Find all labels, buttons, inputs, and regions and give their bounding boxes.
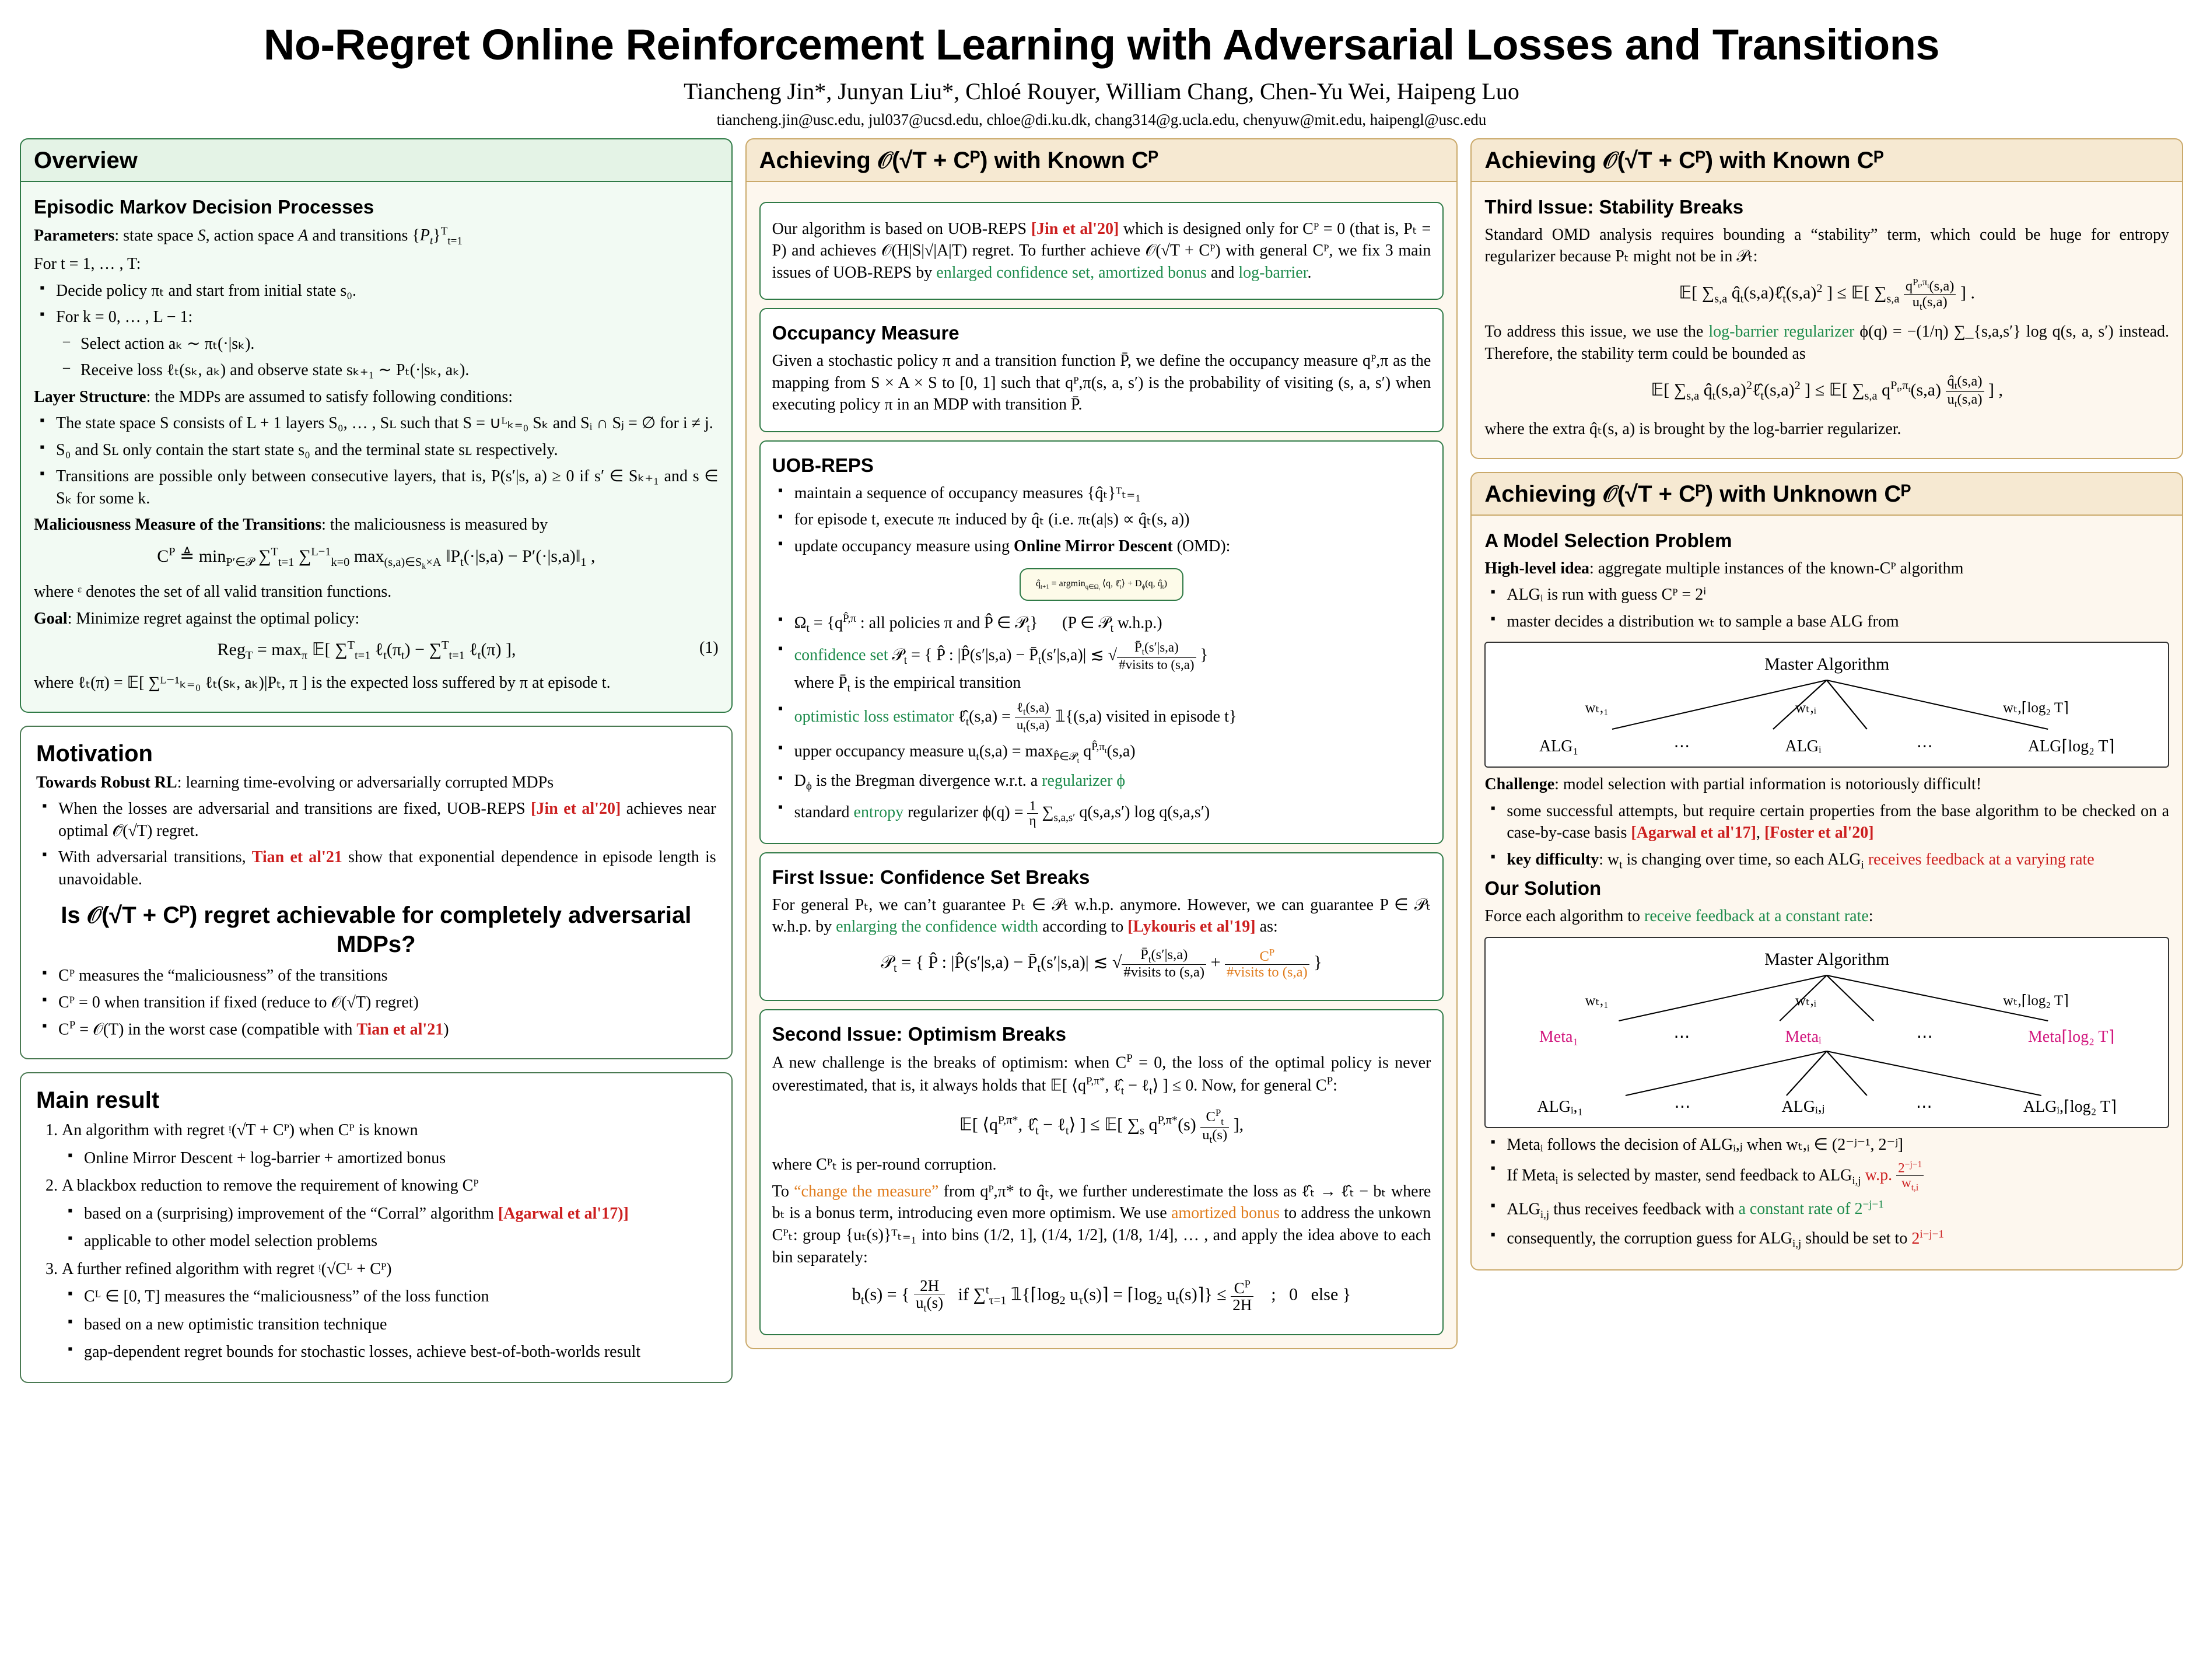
unknown-panel: [1470, 516, 2183, 1270]
ta-1: To address this issue, we use the: [1484, 323, 1709, 341]
list-item: 3. A further refined algorithm with regret ᵎ(√Cᴸ + Cᴾ): [62, 1258, 716, 1280]
ref-jin20: [Jin et al'20]: [1031, 219, 1119, 238]
third-equation-2: 𝔼[ $\sum_{s,a}$ $q̂_t(s,a)^2\ell̂_t(s,a)^2$ ] ≤ 𝔼[ $\sum_{s,a}$ $q^{P_t,\pi_t}(s,a)$ $\frac{q̂_t(s,a)}{u_t(s,a)}$ ] ,: [1651, 373, 2004, 410]
motivation-bullets: [36, 798, 716, 890]
motivation-lead-bold: Towards Robust RL: [36, 773, 177, 792]
list-item: ▪ for episode t, execute πₜ induced by q̂ₜ (i.e. πₜ(a|s) ∝ q̂ₜ(s, a)): [792, 509, 1431, 531]
main-result-sub2: [62, 1203, 716, 1252]
goal-line: [34, 608, 719, 630]
list-item: ▪ Decide policy πₜ and start from initial state s₀.: [54, 280, 719, 302]
fi-2: according to: [1038, 918, 1128, 936]
second-issue-where: where Cᴾₜ is per-round corruption.: [772, 1156, 997, 1174]
si-3: to address the unkown Cᴾₜ: group {uₜ(s)}ᵀₜ₌₁ into bins (1/2, 1], (1/4, 1/2], (1/8, 1/4], … , and apply the idea above to each bin separately:: [772, 1204, 1431, 1266]
emdp-for: For t = 1, … , T:: [34, 255, 141, 274]
known-panel: [745, 182, 1458, 1349]
where-p: where ᵋ denotes the set of all valid transition functions.: [34, 583, 392, 601]
motivation-lead-rest: : learning time-evolving or adversarially corrupted MDPs: [177, 773, 554, 792]
list-item: 2. A blackbox reduction to remove the requirement of knowing Cᴾ: [62, 1175, 716, 1197]
list-item: ▪ Cᴾ = 0 when transition if fixed (reduce to 𝒪(√T) regret): [56, 992, 716, 1014]
si-green2: amortized bonus: [1171, 1204, 1280, 1223]
ref-foster20: [Foster et al'20]: [1764, 824, 1874, 842]
solution-title: Our Solution: [1484, 877, 1602, 900]
list-item: ▪ If Meta$_i$ is selected by master, send feedback to $ALG_{i,j}$ w.p. $\frac{2^{-j-1}}{w_{t,i}}$: [1504, 1160, 2169, 1193]
ta-green: log-barrier regularizer: [1708, 323, 1855, 341]
list-item: ▪ update occupancy measure using Online Mirror Descent (OMD):: [792, 536, 1431, 558]
meta-node: Meta⌈log₂ T⌉: [2027, 1027, 2115, 1046]
ref-tian-2: Tian et al'21: [356, 1020, 444, 1039]
main-result-list: [36, 1119, 716, 1363]
ellipsis: ⋯: [1916, 737, 1933, 756]
tree2-title: Master Algorithm: [1764, 949, 1890, 969]
list-item: ▪ With adversarial transitions, Tian et al'21 show that exponential dependence in episode length is unavoidable.: [56, 846, 716, 890]
high-level-line: [1484, 558, 2169, 580]
challenge-line: [1484, 774, 2169, 796]
list-item: ▪ confidence set 𝒫$_t$ = { P̂ : |P̂(s′|s,a) − $P̄_t(s'|s,a)|$ ≲ √ $\frac{P̄_t(s'|s,a)}{\text{\#visits to (s,a)}}$ } where $P̄_t$ is the empirical transition: [792, 640, 1431, 696]
main-result-sub1: [62, 1147, 716, 1170]
column-right: [1470, 138, 2183, 1270]
first-issue-equation: 𝒫$_t$ = { P̂ : |P̂(s′|s,a) − $P̄_t(s'|s,a)|$ ≲ √ $\frac{P̄_t(s'|s,a)}{\text{\#visits to (s,a)}}$ + $\frac{C^P}{\text{\#visits to (s,a)}}$ }: [881, 946, 1322, 981]
first-issue-title: First Issue: Confidence Set Breaks: [772, 866, 1090, 888]
uobreps-bullets: [772, 482, 1431, 558]
known2-banner: Achieving 𝒪(√T + Cᴾ) with Known Cᴾ: [1470, 138, 2183, 182]
omd-equation: $q̂_{t+1} = argmin_{q\in\Omega_t}$ ⟨q, $\ell̂_t⟩ + D_\phi(q$, $q̂_t$): [1020, 568, 1183, 601]
poster-columns: [20, 138, 2183, 1383]
motivation-lead: [36, 772, 716, 794]
emdp-title: Episodic Markov Decision Processes: [34, 195, 374, 218]
model-selection-title: A Model Selection Problem: [1484, 529, 1732, 551]
alg-node: ALG⌈log₂ T⌉: [2027, 737, 2115, 756]
list-item: ▪ $ALG_{i,j}$ thus receives feedback with a constant rate of $2^{-j-1}$: [1504, 1198, 2169, 1222]
first-issue-box: [759, 852, 1444, 1001]
alg-node: ALGᵢ,ⱼ: [1781, 1097, 1825, 1116]
known2-panel: [1470, 182, 2183, 459]
weight-label: wₜ,⌈log₂ T⌉: [2003, 700, 2069, 716]
tree2-algs: [1491, 1097, 2162, 1116]
known-intro: [772, 218, 1431, 284]
master-algorithm-diagram-1: [1484, 642, 2169, 768]
tree1-title: Master Algorithm: [1764, 654, 1890, 674]
sol-lead: Force each algorithm to: [1484, 907, 1645, 926]
ref-tian: Tian et al'21: [251, 848, 342, 867]
meta-node: Metaᵢ: [1785, 1027, 1822, 1046]
weight-label: wₜ,₁: [1585, 700, 1609, 716]
list-item: ▪ S₀ and Sʟ only contain the start state s₀ and the terminal state sʟ respectively.: [54, 439, 719, 461]
layer-intro: : the MDPs are assumed to satisfy following conditions:: [146, 387, 513, 406]
ellipsis: ⋯: [1673, 737, 1690, 756]
fi-green: enlarging the confidence width: [836, 918, 1039, 936]
list-item: ▪ applicable to other model selection problems: [82, 1230, 716, 1252]
list-item: ▪ standard entropy regularizer ϕ(q) = $\frac{1}{\eta}$ $\sum_{s,a,s'}$ q(s,a,s′) log q(s,a,s′): [792, 799, 1431, 828]
uobreps-box: [759, 440, 1444, 844]
ref-agarwal17: [Agarwal et al'17]: [1631, 824, 1756, 842]
list-item: ▪ upper occupancy measure $u_t(s,a) = \max_{P̂\in 𝒫_t} q^{P̂,\pi_t}(s,a)$: [792, 740, 1431, 765]
fi-1: For general Pₜ, we can’t guarantee Pₜ ∈ 𝒫ₜ w.h.p. anymore. However, we can guarantee P ∈ 𝒫ₜ w.h.p. by: [772, 895, 1431, 936]
challenge-rest: : model selection with partial information is notoriously difficult!: [1554, 775, 1982, 794]
equation-cp: $C^P$ ≜ $\min_{P'\in 𝒫} \sum^T_{t=1}$ ∑$^{L-1}_{k=0}$ $\max_{(s,a)\in S_k\times A}$ $‖P_t(\cdot|s,a)$ − $P'(\cdot|s,a)‖_1$ ,: [157, 545, 596, 572]
emdp-subbullets: [34, 333, 719, 382]
intro-green: enlarged confidence set, amortized bonus: [936, 263, 1207, 282]
motivation-section: [20, 726, 733, 1059]
list-item: ▪ $D_\phi$ is the Bregman divergence w.r.t. a regularizer ϕ: [792, 770, 1431, 794]
known-intro-box: [759, 202, 1444, 300]
overview-banner: Overview: [20, 138, 733, 182]
tree1-nodes: [1491, 736, 2162, 756]
motivation-facts: [36, 965, 716, 1041]
list-item: ▪ The state space S consists of L + 1 layers S₀, … , Sʟ such that S = ∪ᴸₖ₌₀ Sₖ and Sᵢ ∩ Sⱼ = ∅ for i ≠ j.: [54, 412, 719, 435]
solution-bullets: [1484, 1134, 2169, 1252]
overview-panel: [20, 182, 733, 713]
intro-part1: Our algorithm is based on UOB-REPS: [772, 219, 1031, 238]
tree2-metas: [1491, 1027, 2162, 1046]
page-title: No-Regret Online Reinforcement Learning with Adversarial Losses and Transitions: [263, 20, 1940, 69]
malicious-intro: : the maliciousness is measured by: [321, 516, 548, 534]
list-item: ▪ $\Omega_t = \{q^{P̂,\pi}$ : all policies π and P̂ ∈ 𝒫$_t$} (P ∈ 𝒫$_t$ w.h.p.): [792, 611, 1431, 636]
ellipsis: ⋯: [1915, 1097, 1932, 1116]
solution-lead-line: [1484, 905, 2169, 928]
si-2: from qᴾ,π* to q̂ₜ, we further underestimate the loss as ℓ̂ₜ → ℓ̂ₜ − bₜ where bₜ is a bonus term, introducing even more optimism. We use: [772, 1182, 1431, 1223]
ta-2: ϕ(q) = −(1/η) ∑_{s,a,s′} log q(s, a, s′) instead. Therefore, the stability term could be bounded as: [1484, 323, 2170, 363]
malicious-title: Maliciousness Measure of the Transitions: [34, 516, 322, 534]
alg-node: ALGᵢ,₁: [1537, 1097, 1584, 1116]
list-item: 1. An algorithm with regret ᵎ(√T + Cᴾ) when Cᴾ is known: [62, 1119, 716, 1142]
si-1: To: [772, 1182, 794, 1200]
column-left: [20, 138, 733, 1383]
third-where: where the extra q̂ₜ(s, a) is brought by the log-barrier regularizer.: [1484, 420, 1901, 439]
third-address: [1484, 321, 2169, 365]
challenge-bullets: [1484, 800, 2169, 873]
unknown-banner: Achieving 𝒪(√T + Cᴾ) with Unknown Cᴾ: [1470, 472, 2183, 516]
list-item: ▪ Online Mirror Descent + log-barrier + amortized bonus: [82, 1147, 716, 1170]
emdp-params: Parameters: state space S, action space A and transitions $\{P_t\}^T_{t=1}$: [34, 225, 463, 247]
list-item: ▪ Cᴾ measures the “maliciousness” of the transitions: [56, 965, 716, 987]
ellipsis: ⋯: [1916, 1027, 1933, 1046]
weight-label: wₜ,⌈log₂ T⌉: [2003, 992, 2069, 1009]
second-issue-box: [759, 1009, 1444, 1335]
tree2-edges-bottom: [1491, 1050, 2162, 1097]
list-item: ▪ based on a (surprising) improvement of the “Corral” algorithm [Agarwal et al'17)]: [82, 1203, 716, 1225]
motivation-title: Motivation: [36, 740, 153, 766]
third-issue-title: Third Issue: Stability Breaks: [1484, 195, 1744, 218]
cb-0: some successful attempts, but require certain properties from the base algorithm to be checked on a case-by-case basis: [1507, 802, 2170, 842]
known-section: [745, 138, 1458, 1349]
bonus-equation: $b_t(s)$ = { $\frac{2H}{u_t(s)}$ if ∑$^t_{\tau=1}$ $𝟙\{⌈\log_2$ $u_\tau(s)⌉$ = $⌈\log_2$ $u_t(s)⌉$} ≤ $\frac{C^P}{2H}$ ; 0 else }: [852, 1277, 1351, 1314]
unknown-section: [1470, 472, 2183, 1270]
emdp-bullets: [34, 280, 719, 328]
si-green: “change the measure”: [794, 1182, 939, 1200]
third-equation-1: 𝔼[ $\sum_{s,a}$ $q̂_t(s,a)\ell̂_t(s,a)^2$ ] ≤ 𝔼[ $\sum_{s,a}$ $\frac{q^{P_t,\pi_t}(s,a)}{u_t(s,a)}$ ] .: [1679, 276, 1975, 312]
alg-node: ALG₁: [1539, 737, 1579, 756]
intro-part3: and: [1206, 263, 1239, 282]
list-item: – Select action aₖ ∼ πₜ(·|sₖ).: [78, 333, 719, 355]
master-algorithm-diagram-2: [1484, 937, 2169, 1128]
equation-number: (1): [699, 639, 719, 657]
alg-node: ALGᵢ,⌈log₂ T⌉: [2023, 1097, 2117, 1116]
second-issue-p2: [772, 1181, 1431, 1268]
known2-section: [1470, 138, 2183, 459]
intro-green2: log-barrier: [1238, 263, 1308, 282]
list-item: – Receive loss ℓₜ(sₖ, aₖ) and observe state sₖ₊₁ ∼ Pₜ(·|sₖ, aₖ).: [78, 359, 719, 382]
ref-jin: [Jin et al'20]: [531, 800, 621, 818]
list-item: ▪ master decides a distribution wₜ to sample a base ALG from: [1504, 611, 2169, 633]
hl-bold: High-level idea: [1484, 559, 1589, 578]
meta-node: Meta₁: [1539, 1027, 1579, 1046]
list-item: ▪ some successful attempts, but require certain properties from the base algorithm to be checked on a case-by-case basis [Agarwal et al'17], [Foster et al'20]: [1504, 800, 2169, 844]
list-item: ▪ ALGᵢ is run with guess Cᴾ = 2ⁱ: [1504, 584, 2169, 606]
layer-bullets: [34, 412, 719, 509]
where-loss: where ℓₜ(π) = 𝔼[ ∑ᴸ⁻¹ₖ₌₀ ℓₜ(sₖ, aₖ)|Pₜ, π ] is the expected loss suffered by π at episode t.: [34, 674, 611, 692]
layer-structure-line: [34, 386, 719, 408]
uobreps-title: UOB-REPS: [772, 454, 874, 476]
sol-colon: :: [1868, 907, 1873, 926]
overview-section: [20, 138, 733, 713]
weight-label: wₜ,₁: [1585, 992, 1609, 1009]
weight-label: wₜ,ᵢ: [1795, 700, 1816, 716]
sol-green: receive feedback at a constant rate: [1644, 907, 1869, 926]
fi-3: as:: [1255, 918, 1278, 936]
list-item: ▪ consequently, the corruption guess for $ALG_{i,j}$ should be set to $2^{i-j-1}$: [1504, 1227, 2169, 1251]
list-item: ▪ gap-dependent regret bounds for stochastic losses, achieve best-of-both-worlds result: [82, 1341, 716, 1363]
challenge-bold: Challenge: [1484, 775, 1555, 794]
list-item: ▪ Transitions are possible only between consecutive layers, that is, P(s′|s, a) ≥ 0 if s′ ∈ Sₖ₊₁ and s ∈ Sₖ for some k.: [54, 466, 719, 509]
occupancy-text: Given a stochastic policy π and a transition function P̄, we define the occupancy measure qᴾ,π as the mapping from S × A × S to [0, 1] such that qᴾ,π(s, a, s′) is the probability of visiting (s, a, s′) when executing policy π in an MDP with transition P̄.: [772, 352, 1431, 414]
ref-agarwal: [Agarwal et al'17)]: [498, 1204, 629, 1223]
ref-lykouris: [Lykouris et al'19]: [1127, 918, 1256, 936]
list-item: ▪ based on a new optimistic transition technique: [82, 1314, 716, 1336]
list-item: ▪ For k = 0, … , L − 1:: [54, 306, 719, 328]
ellipsis: ⋯: [1674, 1097, 1691, 1116]
uobreps-defs: [772, 611, 1431, 828]
tree1-weights: [1491, 699, 2162, 716]
malicious-line: [34, 514, 719, 536]
main-result-section: [20, 1072, 733, 1383]
weight-label: wₜ,ᵢ: [1795, 992, 1816, 1009]
omd-eq-wrapper: [772, 562, 1431, 607]
second-issue-title: Second Issue: Optimism Breaks: [772, 1023, 1067, 1045]
list-item: ▪ maintain a sequence of occupancy measures {q̂ₜ}ᵀₜ₌₁: [792, 482, 1431, 505]
occupancy-box: [759, 308, 1444, 432]
goal-label: Goal: [34, 609, 68, 628]
hl-bullets: [1484, 584, 2169, 632]
list-item: ▪ $C^P$ = 𝒪(T) in the worst case (compatible with Tian et al'21): [56, 1018, 716, 1041]
list-item: ▪ Cᴸ ∈ [0, T] measures the “maliciousness” of the loss function: [82, 1286, 716, 1308]
list-item: ▪ key difficulty: $w_t$ is changing over time, so each $ALG_i$ receives feedback at a varying rate: [1504, 849, 2169, 873]
intro-part4: .: [1307, 263, 1312, 282]
email-list: tiancheng.jin@usc.edu, jul037@ucsd.edu, chloe@di.ku.dk, chang314@g.ucla.edu, chenyuw@mit.edu, haipengl@usc.edu: [716, 110, 1487, 128]
main-result-sub3: [62, 1286, 716, 1363]
list-item: ▪ Metaᵢ follows the decision of ALGᵢ,ⱼ when wₜ,ᵢ ∈ (2⁻ʲ⁻¹, 2⁻ʲ]: [1504, 1134, 2169, 1156]
hl-rest: : aggregate multiple instances of the known-Cᴾ algorithm: [1589, 559, 1964, 578]
ellipsis: ⋯: [1673, 1027, 1690, 1046]
author-list: Tiancheng Jin*, Junyan Liu*, Chloé Rouyer, William Chang, Chen-Yu Wei, Haipeng Luo: [684, 78, 1519, 104]
tree2-weights: [1491, 992, 2162, 1009]
intro-part2: which is designed only for Cᴾ = 0 (that is, Pₜ = P) and achieves 𝒪(H|S|√|A|T) regret. To further achieve 𝒪(√T + Cᴾ) with general Cᴾ, we fix 3 main issues of UOB-REPS by: [772, 219, 1431, 282]
layer-title: Layer Structure: [34, 387, 146, 406]
alg-node: ALGᵢ: [1785, 737, 1822, 756]
column-middle: [745, 138, 1458, 1349]
third-issue-text: Standard OMD analysis requires bounding a “stability” term, which could be huge for entropy regularizer because Pₜ might not be in 𝒫ₜ:: [1484, 225, 2170, 266]
second-issue-text: A new challenge is the breaks of optimism: when $C^P = 0$, the loss of the optimal policy is never overestimated, that is, it always holds that 𝔼[ $⟨q^{P,\pi*}$, $\ell̂_t$ − ℓ$_t$⟩ ] ≤ 0. Now, for general $C^P$:: [772, 1052, 1431, 1097]
second-issue-equation: 𝔼[ $⟨q^{P,\pi*}$, $\ell̂_t$ − ℓ$_t$⟩ ] ≤ 𝔼[ $\sum_s$ $q^{P,\pi*}(s)$ $\frac{C^P_t}{u_t(s)}$ ],: [959, 1107, 1244, 1145]
occupancy-title: Occupancy Measure: [772, 322, 959, 344]
goal-text: : Minimize regret against the optimal policy:: [67, 609, 360, 628]
motivation-question: Is 𝒪(√T + Cᴾ) regret achievable for completely adversarial MDPs?: [61, 902, 692, 958]
equation-regret: $Reg_T = \max_\pi$ 𝔼[ ∑$^T_{t=1}$ $\ell_t(\pi_t) - \sum^T_{t=1}$ ℓ$_t$(π) ], (1): [217, 639, 719, 663]
main-result-title: Main result: [36, 1087, 160, 1114]
list-item: ▪ optimistic loss estimator $\ell̂_t(s,a)$ = $\frac{\ell_t(s,a)}{u_t(s,a)}$ 𝟙{(s,a) visited in episode t}: [792, 701, 1431, 735]
list-item: ▪ When the losses are adversarial and transitions are fixed, UOB-REPS [Jin et al'20] achieves near optimal 𝒪̃(√T) regret.: [56, 798, 716, 842]
first-issue-text: [772, 894, 1431, 938]
known-banner: Achieving 𝒪(√T + Cᴾ) with Known Cᴾ: [745, 138, 1458, 182]
